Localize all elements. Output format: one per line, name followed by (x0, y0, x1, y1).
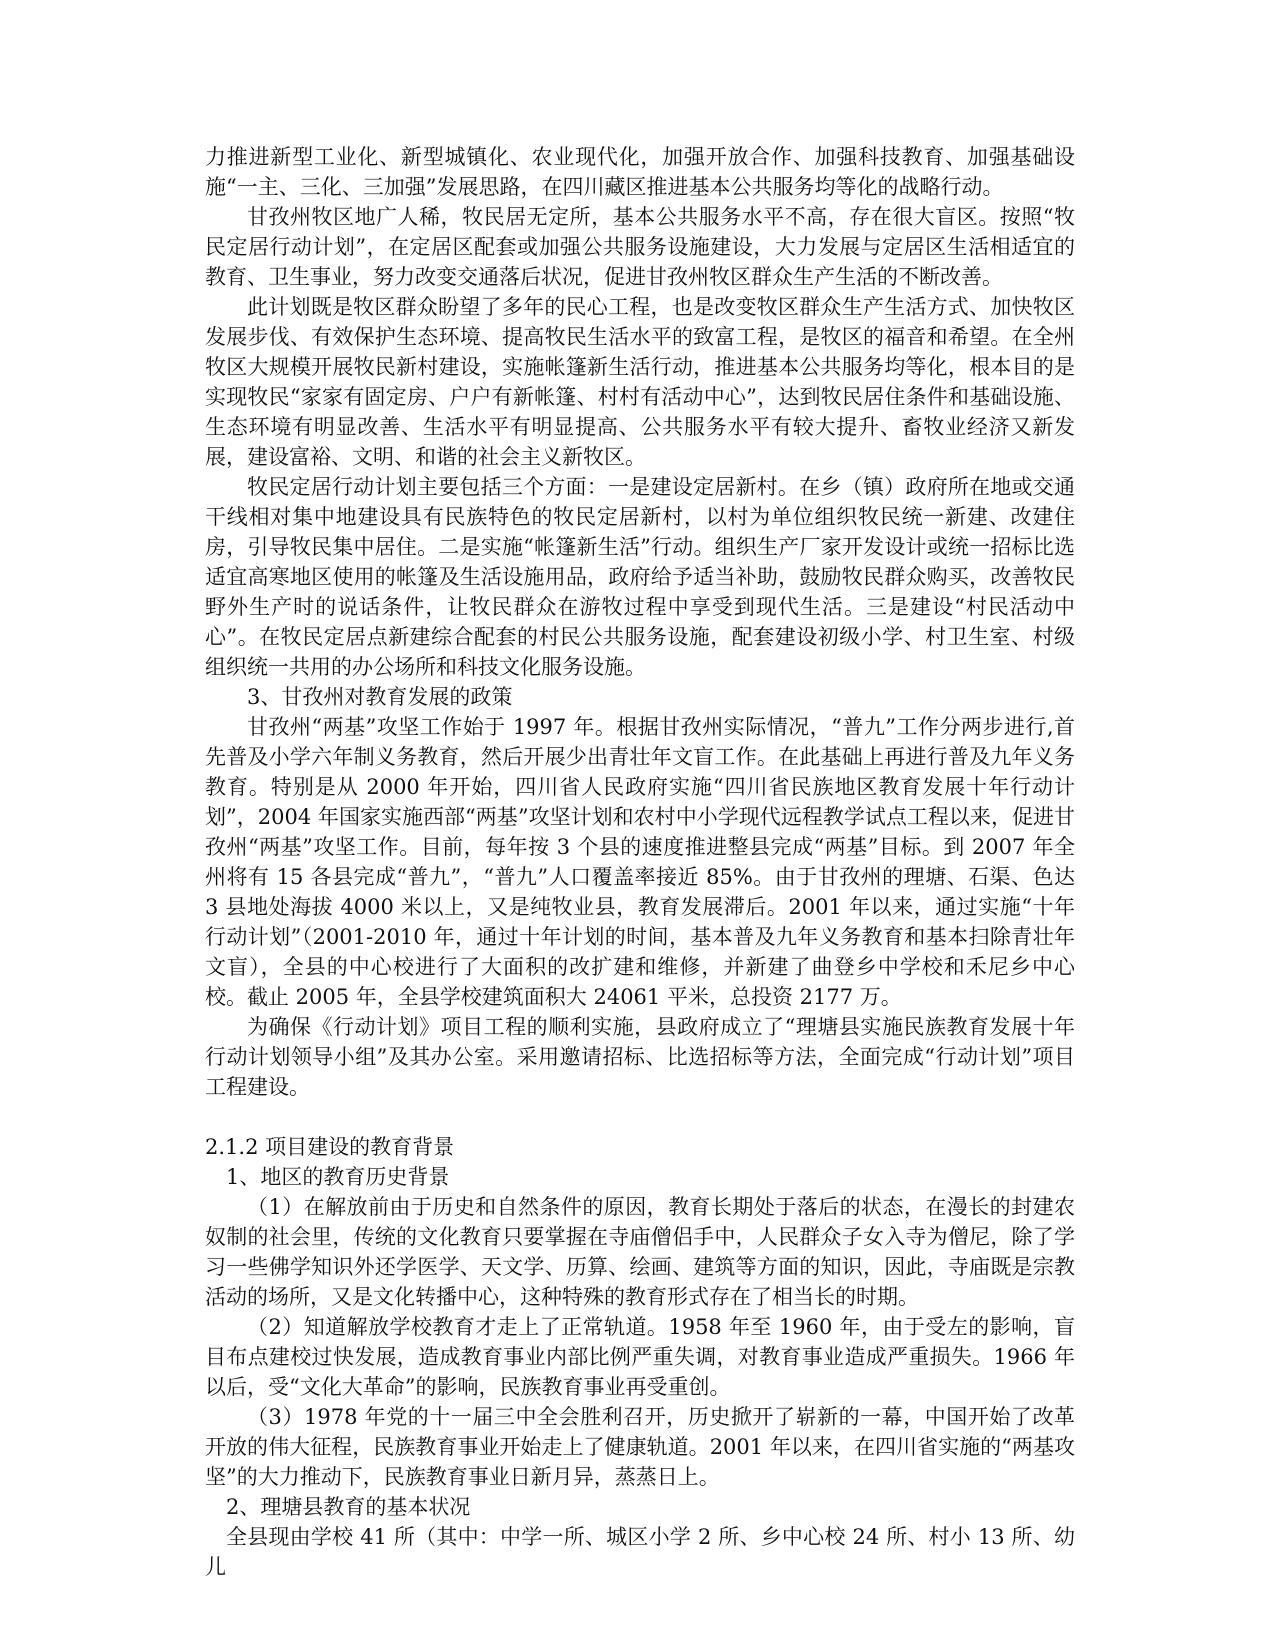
paragraph-pastoral-area: 甘孜州牧区地广人稀，牧民居无定所，基本公共服务水平不高，存在很大盲区。按照“牧民定居行动计划”，在定居区配套或加强公共服务设施建设，大力发展与定居区生活相适宜的教育、卫生事业，努力改变交通落后状况，促进甘孜州牧区群众生产生活的不断改善。 (205, 205, 1075, 289)
subheading-history: 1、地区的教育历史背景 (226, 1165, 450, 1189)
paragraph-history-3: （3）1978 年党的十一届三中全会胜利召开，历史掀开了崭新的一幕，中国开始了改革开放的伟大征程，民族教育事业开始走上了健康轨道。2001 年以来，在四川省实施的“两基攻坚”的大力推动下，民族教育事业日新月异，蒸蒸日上。 (205, 1405, 1075, 1489)
paragraph-plan-significance: 此计划既是牧区群众盼望了多年的民心工程，也是改变牧区群众生产生活方式、加快牧区发展步伐、有效保护生态环境、提高牧民生活水平的致富工程，是牧区的福音和希望。在全州牧区大规模开展牧民新村建设，实施帐篷新生活行动，推进基本公共服务均等化，根本目的是实现牧民“家家有固定房、户户有新帐篷、村村有活动中心”，达到牧民居住条件和基础设施、生态环境有明显改善、生活水平有明显提高、公共服务水平有较大提升、畜牧业经济又新发展，建设富裕、文明、和谐的社会主义新牧区。 (205, 295, 1075, 469)
paragraph-history-2: （2）知道解放学校教育才走上了正常轨道。1958 年至 1960 年，由于受左的影响，盲目布点建校过快发展，造成教育事业内部比例严重失调，对教育事业造成严重损失。1966 年以后，受“文化大革命”的影响，民族教育事业再受重创。 (205, 1315, 1075, 1399)
paragraph-history-1: （1）在解放前由于历史和自然条件的原因，教育长期处于落后的状态，在漫长的封建农奴制的社会里，传统的文化教育只要掌握在寺庙僧侣手中，人民群众子女入寺为僧尼，除了学习一些佛学知识外还学医学、天文学、历算、绘画、建筑等方面的知识，因此，寺庙既是宗教活动的场所，又是文化转播中心，这种特殊的教育形式存在了相当长的时期。 (205, 1195, 1075, 1309)
subheading-basic-status: 2、理塘县教育的基本状况 (226, 1495, 471, 1519)
document-page (205, 142, 1075, 1582)
heading-education-policy: 3、甘孜州对教育发展的政策 (247, 685, 513, 709)
paragraph-action-plan: 为确保《行动计划》项目工程的顺利实施，县政府成立了“理塘县实施民族教育发展十年行动计划领导小组”及其办公室。采用邀请招标、比选招标等方法，全面完成“行动计划”项目工程建设。 (205, 1015, 1075, 1099)
paragraph-intro-continuation: 力推进新型工业化、新型城镇化、农业现代化，加强开放合作、加强科技教育、加强基础设施“一主、三化、三加强”发展思路，在四川藏区推进基本公共服务均等化的战略行动。 (205, 145, 1075, 199)
paragraph-school-count: 全县现由学校 41 所（其中：中学一所、城区小学 2 所、乡中心校 24 所、村小 13 所、幼儿 (205, 1525, 1075, 1579)
paragraph-plan-contents: 牧民定居行动计划主要包括三个方面：一是建设定居新村。在乡（镇）政府所在地或交通干线相对集中地建设具有民族特色的牧民定居新村，以村为单位组织牧民统一新建、改建住房，引导牧民集中居住。二是实施“帐篷新生活”行动。组织生产厂家开发设计或统一招标比选适宜高寒地区使用的帐篷及生活设施用品，政府给予适当补助，鼓励牧民群众购买，改善牧民野外生产时的说话条件，让牧民群众在游牧过程中享受到现代生活。三是建设“村民活动中心”。在牧民定居点新建综合配套的村民公共服务设施，配套建设初级小学、村卫生室、村级组织统一共用的办公场所和科技文化服务设施。 (205, 475, 1075, 679)
section-heading-2-1-2: 2.1.2 项目建设的教育背景 (205, 1135, 455, 1159)
paragraph-two-basics: 甘孜州“两基”攻坚工作始于 1997 年。根据甘孜州实际情况，“普九”工作分两步进行,首先普及小学六年制义务教育，然后开展少出青壮年文盲工作。在此基础上再进行普及九年义务教育。特别是从 2000 年开始，四川省人民政府实施“四川省民族地区教育发展十年行动计划”，2004 年国家实施西部“两基”攻坚计划和农村中小学现代远程教学试点工程以来，促进甘孜州“两基”攻坚工作。目前，每年按 3 个县的速度推进整县完成“两基”目标。到 2007 年全州将有 15 各县完成“普九”，“普九”人口覆盖率接近 85%。由于甘孜州的理塘、石渠、色达 3 县地处海拔 4000 米以上，又是纯牧业县，教育发展滞后。2001 年以来，通过实施“十年行动计划”（2001-2010 年，通过十年计划的时间，基本普及九年义务教育和基本扫除青壮年文盲），全县的中心校进行了大面积的改扩建和维修，并新建了曲登乡中学校和禾尼乡中心校。截止 2005 年，全县学校建筑面积大 24061 平米，总投资 2177 万。 (205, 715, 1075, 1009)
